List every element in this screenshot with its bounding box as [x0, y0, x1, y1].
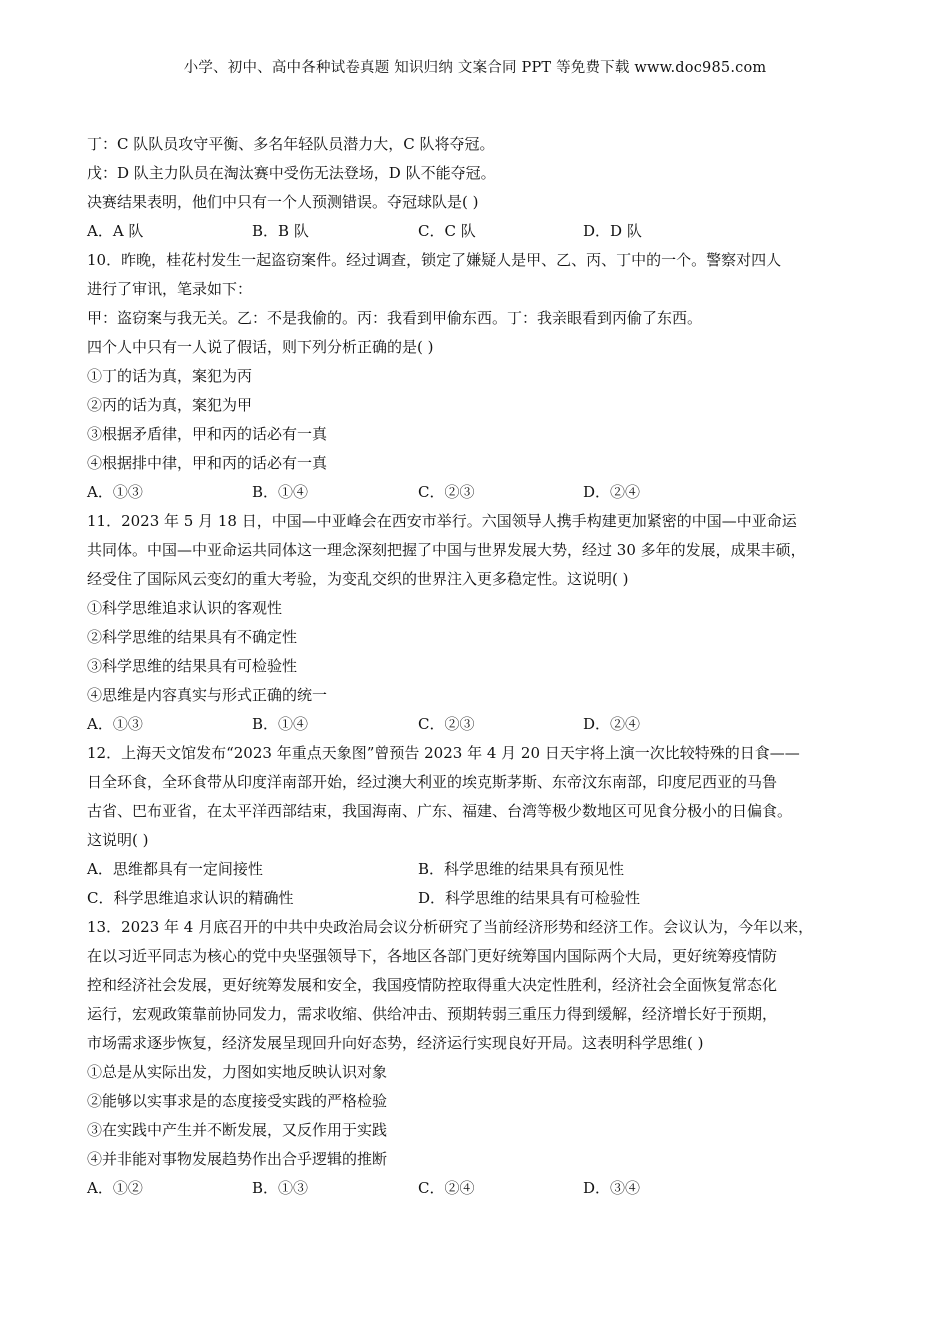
option-d: D．②④ — [583, 483, 641, 501]
question-line: 经受住了国际风云变幻的重大考验，为变乱交织的世界注入更多稳定性。这说明( ) — [87, 570, 629, 588]
statement-item: ②能够以实事求是的态度接受实践的严格检验 — [87, 1092, 388, 1110]
option-a: A．思维都具有一定间接性 — [87, 860, 263, 878]
statement-item: ③科学思维的结果具有可检验性 — [87, 657, 298, 675]
statement-item: ②科学思维的结果具有不确定性 — [87, 628, 298, 646]
option-c: C．②③ — [418, 715, 475, 733]
question-line: 丁：C 队队员攻守平衡、多名年轻队员潜力大，C 队将夺冠。 — [87, 135, 495, 153]
option-a: A．①② — [87, 1179, 143, 1197]
question-13 — [87, 913, 877, 1203]
question-line: 控和经济社会发展，更好统筹发展和安全，我国疫情防控取得重大决定性胜利，经济社会全面恢复常态化 — [87, 976, 778, 994]
question-line: 四个人中只有一人说了假话，则下列分析正确的是( ) — [87, 338, 434, 356]
option-c: C．科学思维追求认识的精确性 — [87, 889, 294, 907]
option-c: C．②④ — [418, 1179, 475, 1197]
option-b: B．①④ — [252, 483, 309, 501]
statement-item: ④思维是内容真实与形式正确的统一 — [87, 686, 328, 704]
question-line: 古省、巴布亚省，在太平洋西部结束，我国海南、广东、福建、台湾等极少数地区可见食分极小的日偏食。 — [87, 802, 793, 820]
statement-item: ①科学思维追求认识的客观性 — [87, 599, 283, 617]
option-d: D．科学思维的结果具有可检验性 — [418, 889, 641, 907]
answer-options — [87, 1174, 877, 1203]
exam-content — [87, 130, 877, 1203]
question-line: 市场需求逐步恢复，经济发展呈现回升向好态势，经济运行实现良好开局。这表明科学思维( ) — [87, 1034, 704, 1052]
statement-item: ①丁的话为真，案犯为丙 — [87, 367, 253, 385]
question-line: 这说明( ) — [87, 831, 149, 849]
option-b: B．①④ — [252, 715, 309, 733]
answer-options — [87, 478, 877, 507]
question-11 — [87, 507, 877, 739]
page-header: 小学、初中、高中各种试卷真题 知识归纳 文案合同 PPT 等免费下载 www.doc985.com — [183, 60, 767, 76]
question-line: 12．上海天文馆发布“2023 年重点天象图”曾预告 2023 年 4 月 20 日天宇将上演一次比较特殊的日食—— — [87, 744, 800, 762]
question-10 — [87, 246, 877, 507]
option-b: B．科学思维的结果具有预见性 — [418, 860, 625, 878]
option-b: B．①③ — [252, 1179, 309, 1197]
statement-item: ①总是从实际出发，力图如实地反映认识对象 — [87, 1063, 388, 1081]
question-12 — [87, 739, 877, 913]
question-line: 11．2023 年 5 月 18 日，中国—中亚峰会在西安市举行。六国领导人携手构建更加紧密的中国—中亚命运 — [87, 512, 797, 530]
option-b: B．B 队 — [252, 222, 309, 240]
question-9 — [87, 130, 877, 246]
question-line: 决赛结果表明，他们中只有一个人预测错误。夺冠球队是( ) — [87, 193, 479, 211]
answer-options — [87, 710, 877, 739]
question-line: 共同体。中国—中亚命运共同体这一理念深刻把握了中国与世界发展大势，经过 30 多年的发展，成果丰硕， — [87, 541, 806, 559]
option-a: A．A 队 — [87, 222, 144, 240]
statement-item: ③在实践中产生并不断发展，又反作用于实践 — [87, 1121, 388, 1139]
answer-options-row-1 — [87, 855, 877, 884]
answer-options-row-2 — [87, 884, 877, 913]
question-line: 戊：D 队主力队员在淘汰赛中受伤无法登场，D 队不能夺冠。 — [87, 164, 496, 182]
question-line: 10．昨晚，桂花村发生一起盗窃案件。经过调查，锁定了嫌疑人是甲、乙、丙、丁中的一个。警察对四人 — [87, 251, 782, 269]
statement-item: ④并非能对事物发展趋势作出合乎逻辑的推断 — [87, 1150, 388, 1168]
option-c: C．C 队 — [418, 222, 476, 240]
question-line: 日全环食，全环食带从印度洋南部开始，经过澳大利亚的埃克斯茅斯、东帝汶东南部，印度尼西亚的马鲁 — [87, 773, 778, 791]
option-d: D．②④ — [583, 715, 641, 733]
statement-item: ③根据矛盾律，甲和丙的话必有一真 — [87, 425, 328, 443]
option-d: D．D 队 — [583, 222, 642, 240]
option-d: D．③④ — [583, 1179, 641, 1197]
question-line: 运行，宏观政策靠前协同发力，需求收缩、供给冲击、预期转弱三重压力得到缓解，经济增长好于预期， — [87, 1005, 778, 1023]
question-line: 在以习近平同志为核心的党中央坚强领导下，各地区各部门更好统筹国内国际两个大局，更好统筹疫情防 — [87, 947, 778, 965]
statement-item: ②丙的话为真，案犯为甲 — [87, 396, 253, 414]
question-line: 甲：盗窃案与我无关。乙：不是我偷的。丙：我看到甲偷东西。丁：我亲眼看到丙偷了东西。 — [87, 309, 703, 327]
question-line: 进行了审讯，笔录如下： — [87, 280, 253, 298]
statement-item: ④根据排中律，甲和丙的话必有一真 — [87, 454, 328, 472]
option-a: A．①③ — [87, 483, 143, 501]
option-a: A．①③ — [87, 715, 143, 733]
answer-options — [87, 217, 877, 246]
option-c: C．②③ — [418, 483, 475, 501]
question-line: 13．2023 年 4 月底召开的中共中央政治局会议分析研究了当前经济形势和经济工作。会议认为，今年以来， — [87, 918, 814, 936]
